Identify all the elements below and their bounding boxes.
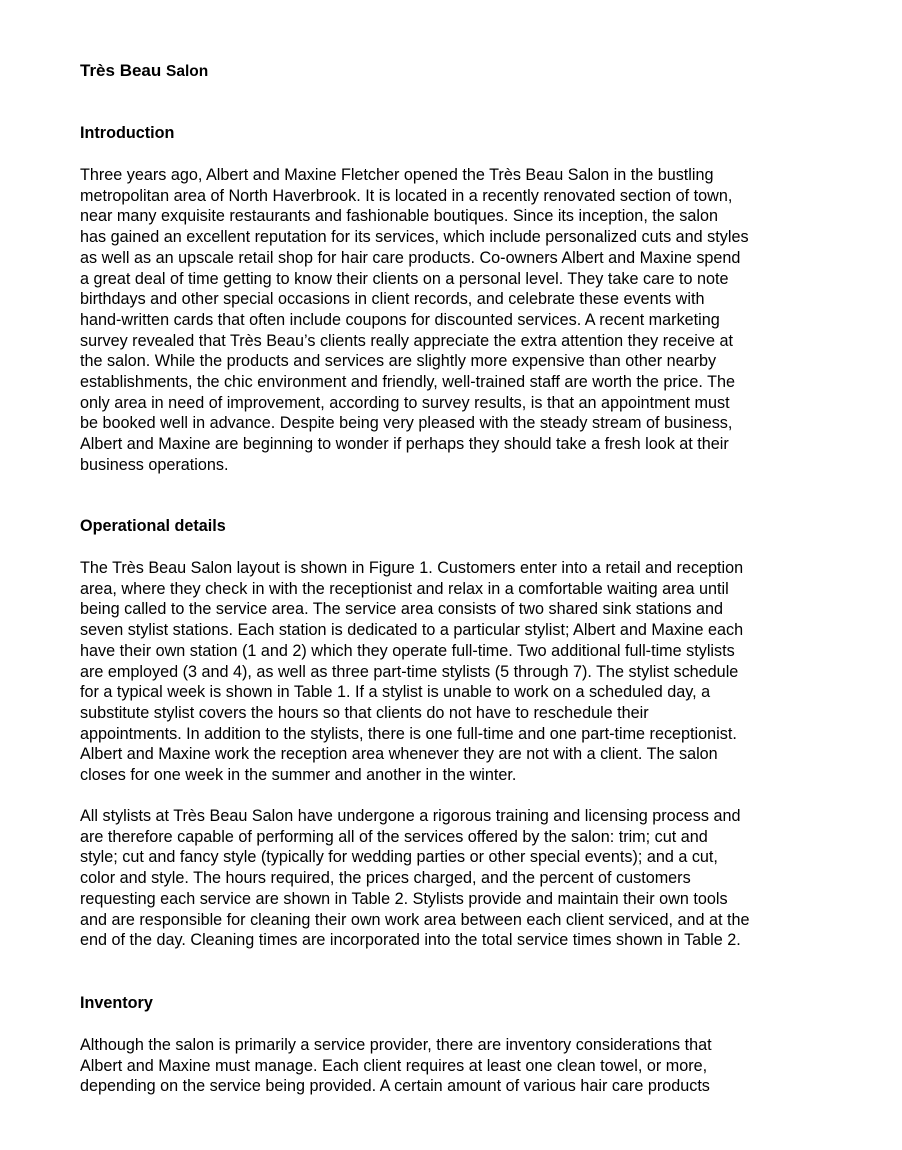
text-line: Albert and Maxine must manage. Each client requires at least one clean towel, or more, bbox=[80, 1056, 708, 1075]
text-line: near many exquisite restaurants and fashionable boutiques. Since its inception, the salon bbox=[80, 207, 719, 226]
text-line: only area in need of improvement, according to survey results, is that an appointment must bbox=[80, 393, 730, 412]
text-line: depending on the service being provided. A certain amount of various hair care products bbox=[80, 1077, 710, 1096]
paragraph-operational-services bbox=[80, 806, 749, 951]
title-main: Très Beau bbox=[80, 61, 162, 80]
text-line: survey revealed that Très Beau’s clients really appreciate the extra attention they receive at bbox=[80, 331, 733, 350]
paragraph-introduction bbox=[80, 165, 749, 476]
text-line: the salon. While the products and services are slightly more expensive than other nearby bbox=[80, 352, 717, 371]
title-small: Salon bbox=[166, 63, 209, 80]
text-line: being called to the service area. The service area consists of two shared sink stations and bbox=[80, 600, 724, 619]
heading-operational-details: Operational details bbox=[80, 517, 226, 535]
text-line: All stylists at Très Beau Salon have undergone a rigorous training and licensing process and bbox=[80, 807, 741, 825]
text-line: have their own station (1 and 2) which they operate full-time. Two additional full-time stylists bbox=[80, 641, 735, 660]
text-line: are employed (3 and 4), as well as three part-time stylists (5 through 7). The stylist schedule bbox=[80, 662, 739, 681]
text-line: Albert and Maxine work the reception area whenever they are not with a client. The salon bbox=[80, 745, 718, 764]
paragraph-operational-layout bbox=[80, 558, 743, 786]
heading-inventory: Inventory bbox=[80, 994, 153, 1012]
heading-introduction: Introduction bbox=[80, 124, 175, 142]
paragraph-inventory bbox=[80, 1035, 712, 1097]
text-line: a great deal of time getting to know their clients on a personal level. They take care to note bbox=[80, 269, 729, 288]
text-line: metropolitan area of North Haverbrook. It is located in a recently renovated section of town, bbox=[80, 186, 733, 205]
text-line: has gained an excellent reputation for its services, which include personalized cuts and styles bbox=[80, 228, 749, 247]
text-line: color and style. The hours required, the prices charged, and the percent of customers bbox=[80, 869, 691, 888]
text-line: Although the salon is primarily a service provider, there are inventory considerations that bbox=[80, 1036, 712, 1054]
text-line: Three years ago, Albert and Maxine Fletcher opened the Très Beau Salon in the bustling bbox=[80, 166, 714, 184]
text-line: hand-written cards that often include coupons for discounted services. A recent marketing bbox=[80, 310, 720, 329]
text-line: seven stylist stations. Each station is dedicated to a particular stylist; Albert and Maxine each bbox=[80, 621, 744, 640]
text-line: substitute stylist covers the hours so that clients do not have to reschedule their bbox=[80, 703, 649, 722]
text-line: appointments. In addition to the stylists, there is one full-time and one part-time receptionist. bbox=[80, 724, 737, 743]
text-line: birthdays and other special occasions in client records, and celebrate these events with bbox=[80, 290, 705, 309]
document-title bbox=[80, 60, 208, 83]
text-line: are therefore capable of performing all of the services offered by the salon: trim; cut and bbox=[80, 827, 708, 846]
text-line: establishments, the chic environment and friendly, well-trained staff are worth the price. The bbox=[80, 373, 736, 392]
text-line: as well as an upscale retail shop for hair care products. Co-owners Albert and Maxine spend bbox=[80, 248, 741, 267]
text-line: business operations. bbox=[80, 455, 229, 474]
text-line: area, where they check in with the receptionist and relax in a comfortable waiting area until bbox=[80, 579, 729, 598]
text-line: end of the day. Cleaning times are incorporated into the total service times shown in Table 2. bbox=[80, 931, 741, 950]
text-line: style; cut and fancy style (typically for wedding parties or other special events); and a cut, bbox=[80, 848, 718, 867]
text-line: be booked well in advance. Despite being very pleased with the steady stream of business, bbox=[80, 414, 733, 433]
text-line: closes for one week in the summer and another in the winter. bbox=[80, 766, 517, 785]
text-line: Albert and Maxine are beginning to wonder if perhaps they should take a fresh look at their bbox=[80, 435, 729, 454]
text-line: and are responsible for cleaning their own work area between each client serviced, and at the bbox=[80, 910, 750, 929]
text-line: requesting each service are shown in Table 2. Stylists provide and maintain their own tools bbox=[80, 889, 728, 908]
text-line: The Très Beau Salon layout is shown in Figure 1. Customers enter into a retail and reception bbox=[80, 559, 744, 577]
text-line: for a typical week is shown in Table 1. If a stylist is unable to work on a scheduled day, a bbox=[80, 683, 711, 702]
